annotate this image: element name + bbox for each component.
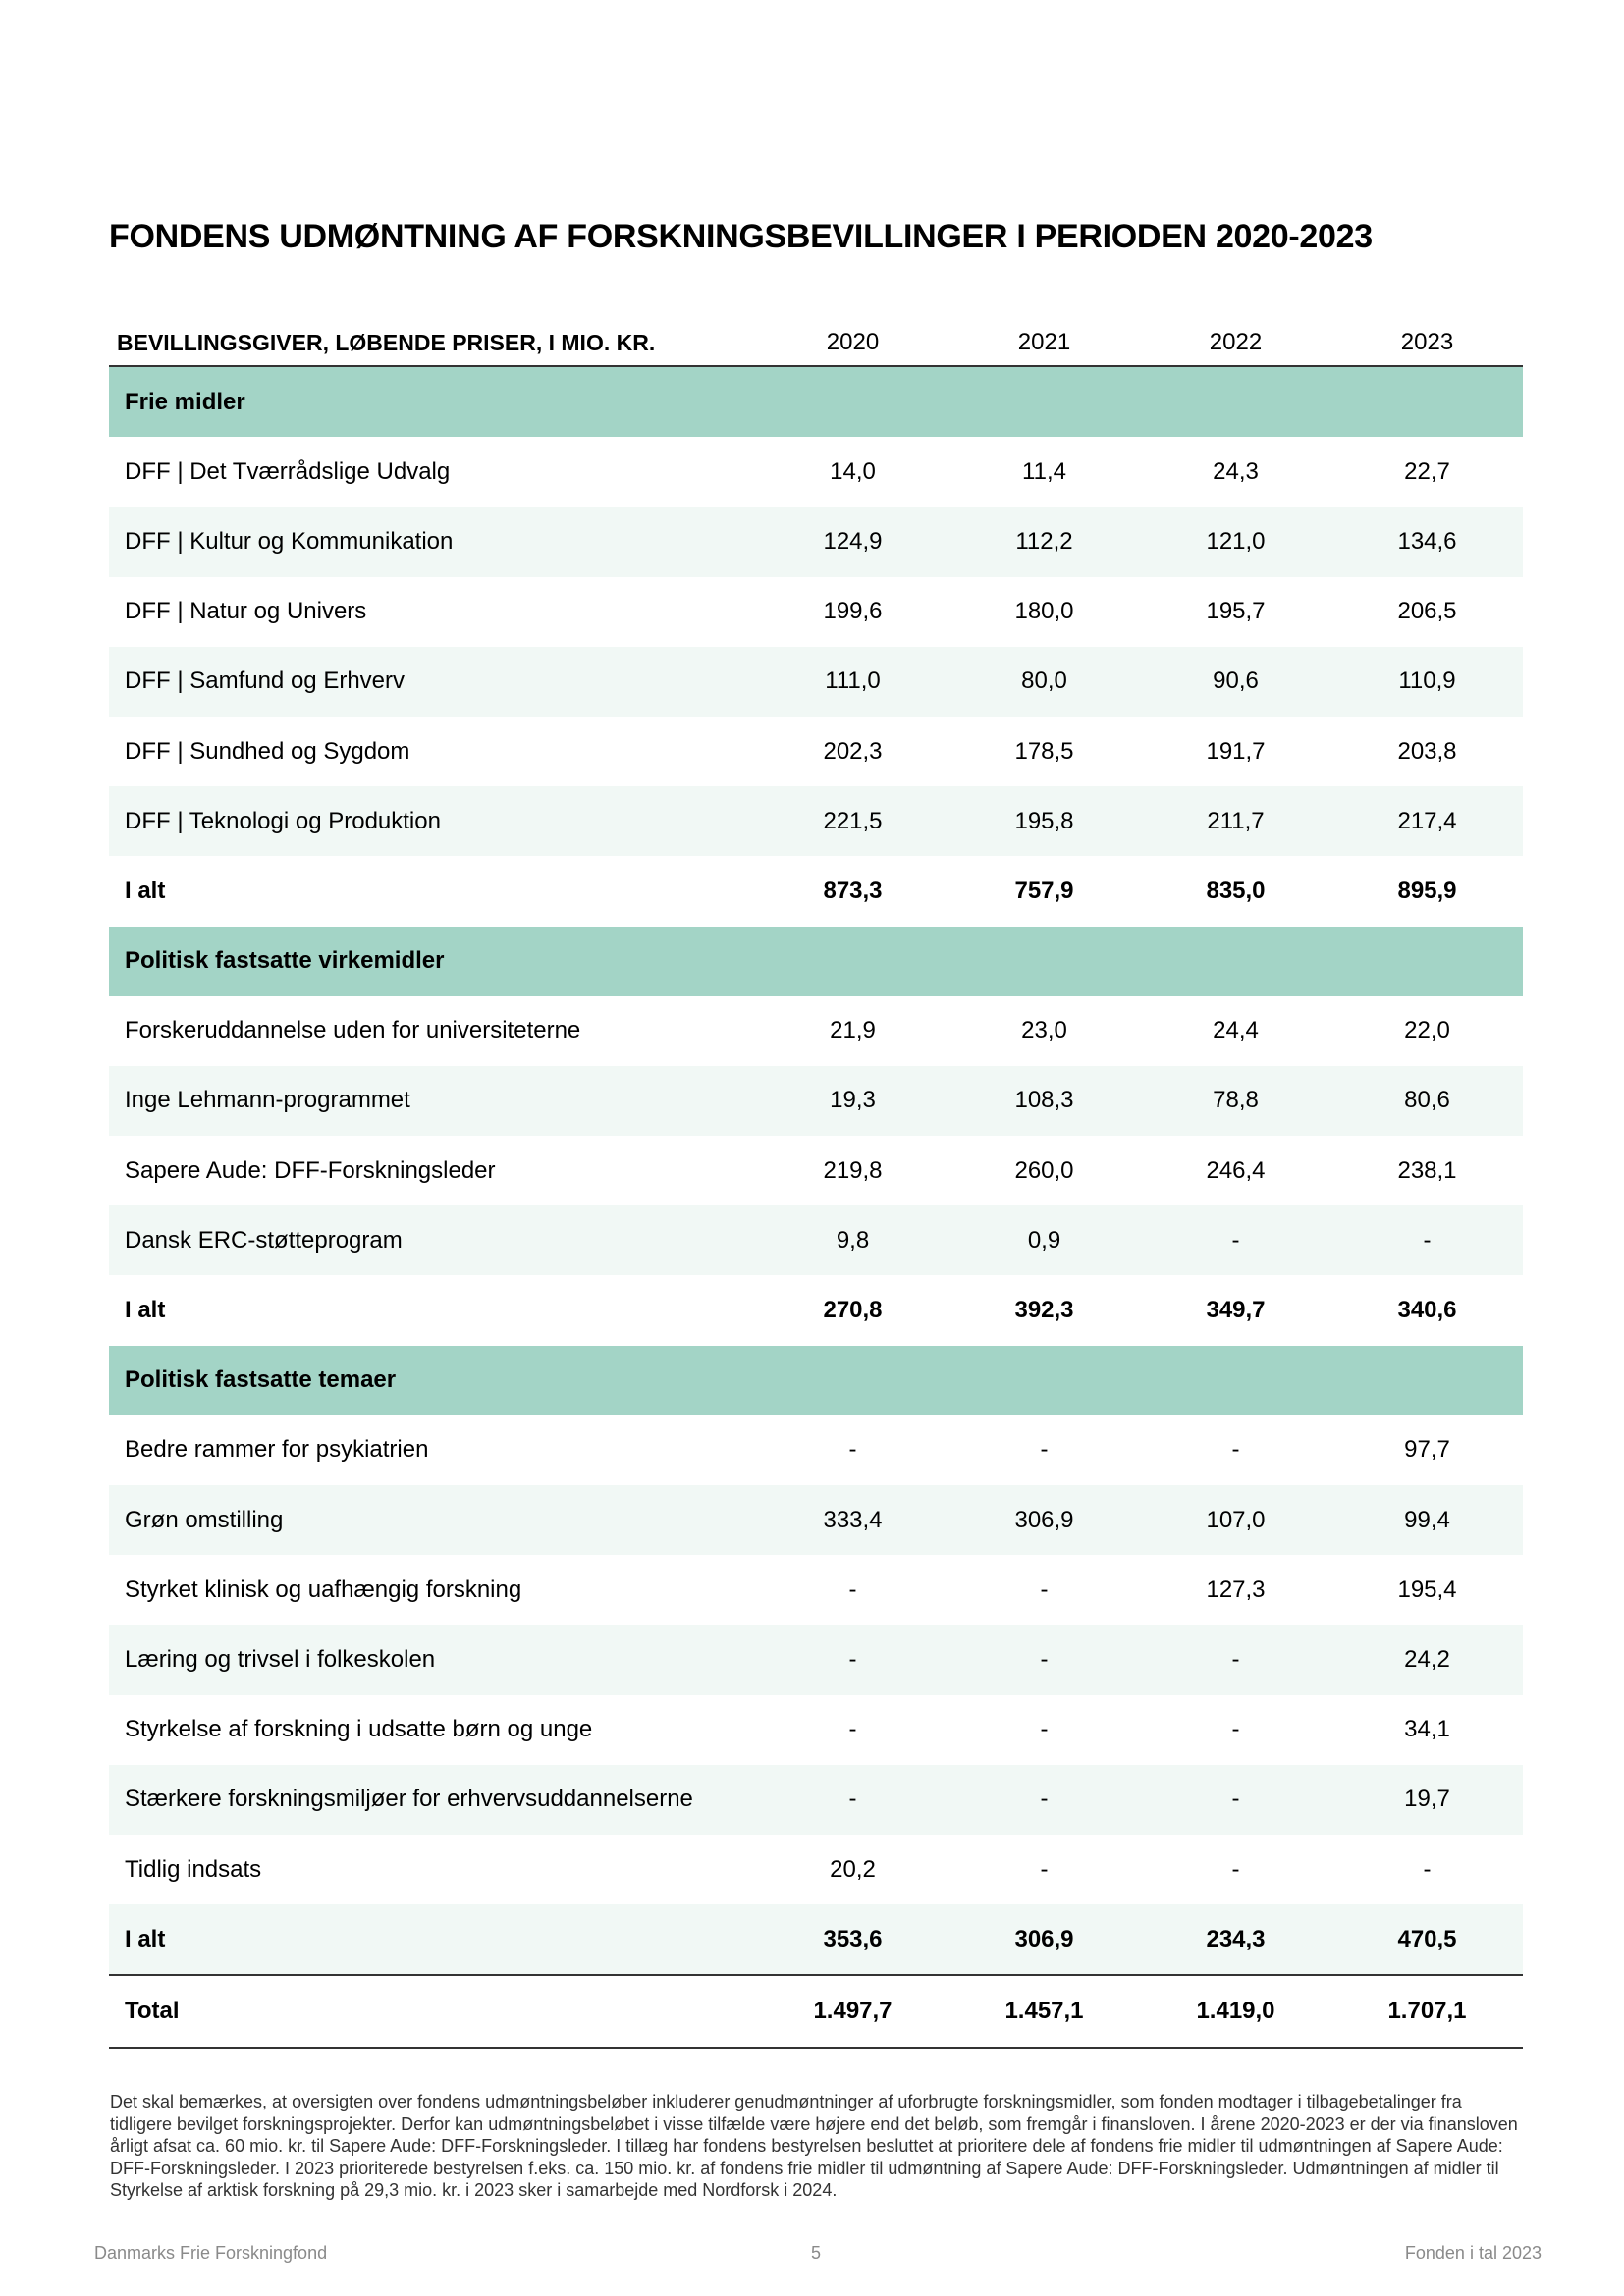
cell-2021: 80,0 [1021,667,1067,695]
grand-total-row [109,1975,1523,2047]
table-row [109,1625,1523,1694]
cell-2021: 108,3 [1014,1087,1074,1114]
cell-2023: 340,6 [1397,1297,1457,1324]
cell-2023: 97,7 [1404,1436,1450,1464]
table-row [109,577,1523,647]
cell-2020: 202,3 [823,737,883,765]
cell-2020: 14,0 [830,457,876,485]
row-label: DFF | Kultur og Kommunikation [125,527,454,555]
cell-2022: - [1231,1436,1240,1464]
cell-2023: 134,6 [1397,527,1457,555]
cell-2022: 195,7 [1206,598,1266,625]
cell-2021: - [1040,1855,1049,1883]
cell-2020: 20,2 [830,1855,876,1883]
cell-2022: 246,4 [1206,1156,1266,1184]
table-row [109,1066,1523,1136]
cell-2023: 34,1 [1404,1716,1450,1743]
cell-2023: 195,4 [1397,1575,1457,1603]
cell-2023: 206,5 [1397,598,1457,625]
cell-2021: - [1040,1786,1049,1813]
row-label: Sapere Aude: DFF-Forskningsleder [125,1156,496,1184]
cell-2022: - [1231,1716,1240,1743]
cell-2023: 19,7 [1404,1786,1450,1813]
table-row [109,1695,1523,1765]
cell-2023: 22,0 [1404,1017,1450,1044]
subtotal-row [109,856,1523,926]
cell-2021: - [1040,1716,1049,1743]
column-header-label: BEVILLINGSGIVER, LØBENDE PRISER, I MIO. KR. [109,320,757,366]
cell-2023: 110,9 [1398,667,1456,695]
cell-2020: 219,8 [823,1156,883,1184]
cell-2020: 9,8 [836,1226,870,1254]
cell-2021: 392,3 [1014,1297,1074,1324]
row-label: DFF | Sundhed og Sygdom [125,737,410,765]
cell-2021: - [1040,1575,1049,1603]
row-label: DFF | Det Tværrådslige Udvalg [125,457,451,485]
cell-2023: 238,1 [1397,1156,1457,1184]
cell-2022: 90,6 [1213,667,1259,695]
row-label: Styrkelse af forskning i udsatte børn og unge [125,1716,593,1743]
section-header-row [109,1346,1523,1415]
row-label: DFF | Natur og Univers [125,598,367,625]
cell-2022: 349,7 [1206,1297,1266,1324]
cell-2020: 333,4 [823,1506,883,1533]
cell-2021 [948,1346,1140,1415]
footnote: Det skal bemærkes, at oversigten over fondens udmøntningsbeløber inkluderer genudmøntninger af uforbrugte forskningsmidler, som fonden modtager i tilbagebetalinger fra tidligere bevilget forskningsprojekter. Derfor kan udmøntningsbeløbet i visse tilfælde være højere end det beløb, som fremgår i finansloven. I årene 2020-2023 er der via finansloven årligt afsat ca. 60 mio. kr. til Sapere Aude: DFF-Forskningsleder. I tillæg har fondens bestyrelsen besluttet at prioritere dele af fondens frie midler til udmøntningen af Sapere Aude: DFF-Forskningsleder. I 2023 prioriterede bestyrelsen f.eks. ca. 150 mio. kr. af fondens frie midler til udmøntning af Sapere Aude: DFF-Forskningsleder. Udmøntningen af midler til Styrkelse af arktisk forskning på 29,3 mio. kr. i 2023 sker i samarbejde med Nordforsk i 2024. [110,2092,1518,2200]
cell-2022 [1140,1346,1331,1415]
table-row [109,437,1523,507]
row-label: Stærkere forskningsmiljøer for erhvervsuddannelserne [125,1786,693,1813]
cell-2023 [1331,1346,1523,1415]
cell-2022: - [1231,1786,1240,1813]
row-label: I alt [125,1925,166,1952]
cell-2023 [1331,927,1523,996]
table-row [109,1205,1523,1275]
subtotal-row [109,1275,1523,1345]
cell-2023: - [1423,1855,1432,1883]
row-label: DFF | Samfund og Erhverv [125,667,405,695]
cell-2023: - [1423,1226,1432,1254]
cell-2021: 180,0 [1014,598,1074,625]
column-header-2020: 2020 [757,320,948,366]
cell-2020: - [848,1645,857,1673]
cell-2023: 22,7 [1404,457,1450,485]
row-label: DFF | Teknologi og Produktion [125,807,441,834]
row-label: I alt [125,877,166,904]
row-label: Grøn omstilling [125,1506,284,1533]
row-label: Tidlig indsats [125,1855,262,1883]
cell-2021: 757,9 [1014,877,1074,904]
column-header-2021: 2021 [948,320,1140,366]
table-row [109,1555,1523,1625]
cell-2021 [948,366,1140,437]
cell-2020: 873,3 [823,877,883,904]
cell-2020: 1.497,7 [757,1975,948,2047]
footer-page-number: 5 [811,2243,822,2263]
cell-2023 [1331,366,1523,437]
cell-2021: 112,2 [1015,527,1073,555]
cell-2023: 203,8 [1397,737,1457,765]
cell-2021: - [1040,1436,1049,1464]
cell-2022: - [1231,1226,1240,1254]
cell-2022 [1140,366,1331,437]
cell-2022: 234,3 [1206,1925,1266,1952]
cell-2020: - [848,1786,857,1813]
section-title: Politisk fastsatte virkemidler [125,947,445,975]
table-row [109,647,1523,717]
cell-2020: - [848,1575,857,1603]
cell-2020: 21,9 [830,1017,876,1044]
row-label: I alt [125,1297,166,1324]
cell-2020 [757,1346,948,1415]
table-body [109,366,1523,2048]
cell-2020: 221,5 [823,807,883,834]
table-header-row [109,320,1523,366]
cell-2020: 124,9 [823,527,883,555]
cell-2021: 23,0 [1021,1017,1067,1044]
section-title: Frie midler [125,388,245,415]
cell-2021: 178,5 [1014,737,1074,765]
page-title: FONDENS UDMØNTNING AF FORSKNINGSBEVILLINGER I PERIODEN 2020-2023 [109,218,1373,255]
row-label: Dansk ERC-støtteprogram [125,1226,403,1254]
cell-2021 [948,927,1140,996]
cell-2020: - [848,1436,857,1464]
cell-2021: - [1040,1645,1049,1673]
grants-table [109,320,1523,2049]
cell-2023: 1.707,1 [1331,1975,1523,2047]
section-title: Politisk fastsatte temaer [125,1366,397,1394]
row-label: Inge Lehmann-programmet [125,1087,410,1114]
cell-2020: 111,0 [825,667,881,695]
section-header-row [109,927,1523,996]
cell-2022 [1140,927,1331,996]
cell-2020 [757,927,948,996]
cell-2020: 353,6 [823,1925,883,1952]
cell-2022: 1.419,0 [1140,1975,1331,2047]
table-row [109,1485,1523,1555]
cell-2021: 0,9 [1027,1226,1061,1254]
table-row [109,1415,1523,1485]
cell-2020 [757,366,948,437]
table-row [109,1835,1523,1904]
cell-2020: 199,6 [823,598,883,625]
cell-2023: 24,2 [1404,1645,1450,1673]
cell-2020: - [848,1716,857,1743]
cell-2022: 835,0 [1206,877,1266,904]
cell-2023: 80,6 [1404,1087,1450,1114]
cell-2020: 19,3 [830,1087,876,1114]
cell-2022: 127,3 [1206,1575,1266,1603]
cell-2021: 11,4 [1022,457,1066,485]
cell-2023: 895,9 [1397,877,1457,904]
cell-2022: 78,8 [1213,1087,1259,1114]
column-header-2023: 2023 [1331,320,1523,366]
cell-2021: 195,8 [1014,807,1074,834]
cell-2022: 24,3 [1213,457,1259,485]
table-row [109,1765,1523,1835]
footer-organization: Danmarks Frie Forskningfond [94,2243,328,2263]
subtotal-row [109,1904,1523,1975]
row-label: Forskeruddannelse uden for universiteterne [125,1017,581,1044]
table-row [109,1136,1523,1205]
footer-publication: Fonden i tal 2023 [1404,2243,1542,2263]
cell-2022: 211,7 [1207,807,1265,834]
column-header-2022: 2022 [1140,320,1331,366]
cell-2022: - [1231,1645,1240,1673]
table-row [109,717,1523,786]
table-row [109,507,1523,576]
cell-2021: 306,9 [1014,1506,1074,1533]
cell-2021: 1.457,1 [948,1975,1140,2047]
cell-2020: 270,8 [823,1297,883,1324]
cell-2023: 217,4 [1397,807,1457,834]
table-row [109,996,1523,1066]
row-label: Læring og trivsel i folkeskolen [125,1645,436,1673]
table-row [109,786,1523,856]
cell-2021: 306,9 [1014,1925,1074,1952]
cell-2022: - [1231,1855,1240,1883]
cell-2023: 470,5 [1397,1925,1457,1952]
row-label: Styrket klinisk og uafhængig forskning [125,1575,522,1603]
row-label: Bedre rammer for psykiatrien [125,1436,429,1464]
section-header-row [109,366,1523,437]
cell-2022: 24,4 [1213,1017,1259,1044]
cell-2022: 107,0 [1206,1506,1266,1533]
cell-2022: 121,0 [1206,527,1266,555]
cell-2023: 99,4 [1404,1506,1450,1533]
cell-2021: 260,0 [1014,1156,1074,1184]
row-label: Total [109,1975,757,2047]
cell-2022: 191,7 [1206,737,1266,765]
